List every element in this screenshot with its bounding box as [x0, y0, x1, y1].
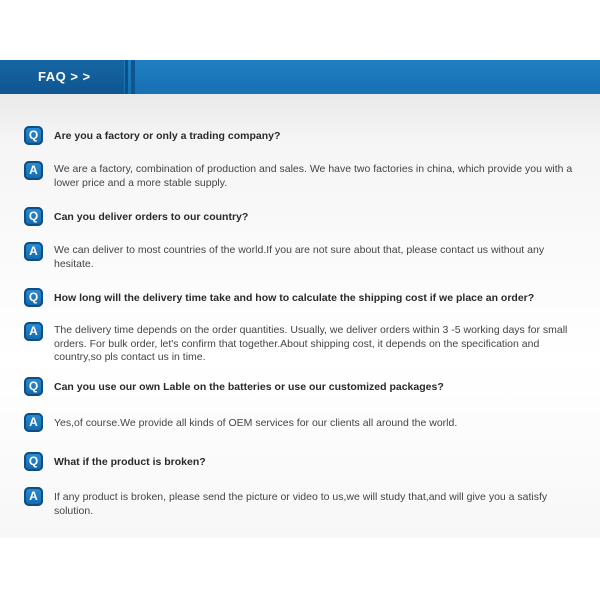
question-badge-icon: Q [24, 288, 43, 307]
faq-header-tab [0, 60, 124, 94]
faq-question-3: How long will the delivery time take and how to calculate the shipping cost if we place an order? [54, 292, 535, 304]
faq-answer-1: We are a factory, combination of production and sales. We have two factories in china, which provide you with a lower price and a more stable supply. [54, 163, 573, 189]
answer-badge-icon: A [24, 242, 43, 261]
faq-question-4: Can you use our own Lable on the batteries or use our customized packages? [54, 381, 444, 393]
faq-answer-4: Yes,of course.We provide all kinds of OEM services for our clients all around the world. [54, 417, 458, 429]
answer-badge-icon: A [24, 413, 43, 432]
faq-header-bar [0, 60, 600, 94]
faq-question-1: Are you a factory or only a trading company? [54, 130, 281, 142]
question-badge-icon: Q [24, 207, 43, 226]
faq-answer-2: We can deliver to most countries of the world.If you are not sure about that, please contact us without any hesitate. [54, 244, 545, 270]
answer-badge-icon: A [24, 487, 43, 506]
question-badge-icon: Q [24, 377, 43, 396]
answer-badge-icon: A [24, 322, 43, 341]
faq-answer-5: If any product is broken, please send the picture or video to us,we will study that,and will give you a satisfy solution. [54, 491, 548, 517]
header-divider [125, 60, 128, 94]
answer-badge-icon: A [24, 161, 43, 180]
faq-content [0, 94, 600, 538]
faq-question-2: Can you deliver orders to our country? [54, 211, 249, 223]
faq-title: FAQ > > [38, 69, 91, 84]
question-badge-icon: Q [24, 452, 43, 471]
header-divider [131, 60, 135, 94]
faq-question-5: What if the product is broken? [54, 456, 206, 468]
faq-answer-3: The delivery time depends on the order quantities. Usually, we deliver orders within 3 -5 working days for small orders. For bulk order, let's confirm that together.About shipping cost, it depends on the specification and country,so pls contact us in time. [54, 324, 568, 363]
question-badge-icon: Q [24, 126, 43, 145]
